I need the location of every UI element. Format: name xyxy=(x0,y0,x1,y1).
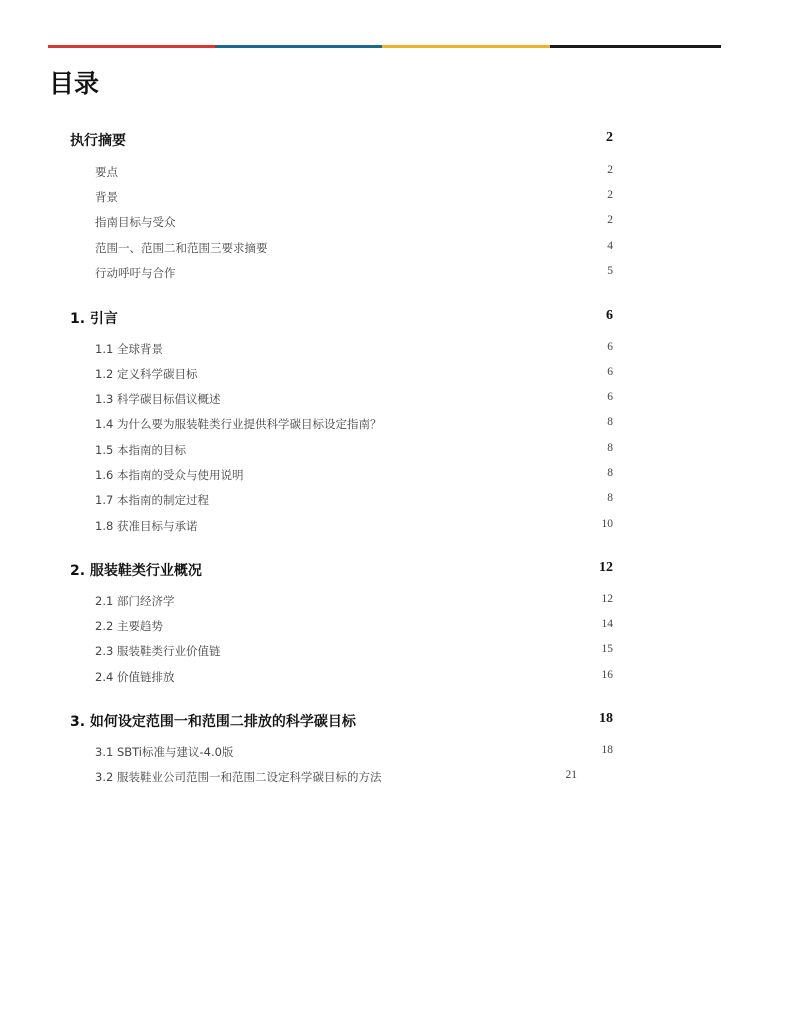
toc-entry-label: 范围一、范围二和范围三要求摘要 xyxy=(95,241,268,255)
toc-page-number: 12 xyxy=(601,593,613,605)
toc-page-number: 8 xyxy=(607,442,613,454)
toc-page-number: 8 xyxy=(607,492,613,504)
toc-subentry[interactable] xyxy=(0,769,791,791)
toc-subentry[interactable] xyxy=(0,391,791,413)
toc-entry-label: 3.1 SBTi标准与建议-4.0版 xyxy=(95,745,234,759)
toc-page-number: 16 xyxy=(601,669,613,681)
toc-entry-label: 行动呼吁与合作 xyxy=(95,266,176,280)
toc-entry-label: 1.3 科学碳目标倡议概述 xyxy=(95,392,221,406)
toc-subentry[interactable] xyxy=(0,442,791,464)
toc-subentry[interactable] xyxy=(0,164,791,186)
toc-entry-label: 1.7 本指南的制定过程 xyxy=(95,493,209,507)
toc-entry-label: 背景 xyxy=(95,190,118,204)
toc-entry-label: 2.1 部门经济学 xyxy=(95,594,175,608)
toc-entry-label: 执行摘要 xyxy=(70,133,126,149)
toc-heading-entry[interactable] xyxy=(0,308,791,330)
toc-entry-label: 1.6 本指南的受众与使用说明 xyxy=(95,468,244,482)
toc-page-number: 15 xyxy=(601,643,613,655)
toc-subentry[interactable] xyxy=(0,265,791,287)
toc-subentry[interactable] xyxy=(0,189,791,211)
toc-subentry[interactable] xyxy=(0,669,791,691)
toc-page-number: 6 xyxy=(607,341,613,353)
toc-entry-label: 2.2 主要趋势 xyxy=(95,619,163,633)
toc-entry-label: 要点 xyxy=(95,165,118,179)
toc-page-number: 2 xyxy=(606,130,613,145)
toc-page-number: 18 xyxy=(601,744,613,756)
toc-entry-label: 2. 服装鞋类行业概况 xyxy=(70,563,202,579)
toc-page-number: 2 xyxy=(607,214,613,226)
toc-page-number: 18 xyxy=(599,711,613,726)
toc-page-number: 10 xyxy=(601,518,613,530)
toc-subentry[interactable] xyxy=(0,593,791,615)
toc-page-number: 12 xyxy=(599,560,613,575)
toc-entry-label: 1.5 本指南的目标 xyxy=(95,443,186,457)
toc-subentry[interactable] xyxy=(0,643,791,665)
toc-page-number: 8 xyxy=(607,416,613,428)
toc-page-number: 4 xyxy=(607,240,613,252)
toc-page-number: 8 xyxy=(607,467,613,479)
toc-entry-label: 1.4 为什么要为服装鞋类行业提供科学碳目标设定指南？ xyxy=(95,417,382,431)
toc-page-number: 2 xyxy=(607,189,613,201)
toc-subentry[interactable] xyxy=(0,467,791,489)
toc-page-number: 5 xyxy=(607,265,613,277)
toc-page-number: 14 xyxy=(601,618,613,630)
toc-entry-label: 指南目标与受众 xyxy=(95,215,176,229)
toc-subentry[interactable] xyxy=(0,416,791,438)
toc-subentry[interactable] xyxy=(0,341,791,363)
toc-entry-label: 1.2 定义科学碳目标 xyxy=(95,367,198,381)
toc-entry-label: 1.1 全球背景 xyxy=(95,342,163,356)
toc-heading-entry[interactable] xyxy=(0,130,791,152)
page-title: 目录 xyxy=(49,69,100,98)
toc-heading-entry[interactable] xyxy=(0,560,791,582)
toc-entry-label: 2.3 服装鞋类行业价值链 xyxy=(95,644,221,658)
toc-page-number: 6 xyxy=(606,308,613,323)
toc-subentry[interactable] xyxy=(0,744,791,766)
toc-entry-label: 3.2 服装鞋业公司范围一和范围二设定科学碳目标的方法 xyxy=(95,770,382,784)
toc-page-number: 6 xyxy=(607,366,613,378)
toc-subentry[interactable] xyxy=(0,366,791,388)
toc-heading-entry[interactable] xyxy=(0,711,791,733)
toc-entry-label: 3. 如何设定范围一和范围二排放的科学碳目标 xyxy=(70,714,356,730)
toc-subentry[interactable] xyxy=(0,618,791,640)
toc-subentry[interactable] xyxy=(0,240,791,262)
toc-subentry[interactable] xyxy=(0,492,791,514)
toc-subentry[interactable] xyxy=(0,214,791,236)
toc-page-number: 2 xyxy=(607,164,613,176)
toc-subentry[interactable] xyxy=(0,518,791,540)
toc-page-number: 6 xyxy=(607,391,613,403)
toc-entry-label: 1. 引言 xyxy=(70,311,118,327)
toc-page-number: 21 xyxy=(565,769,577,781)
toc-entry-label: 2.4 价值链排放 xyxy=(95,670,175,684)
toc-entry-label: 1.8 获准目标与承诺 xyxy=(95,519,198,533)
